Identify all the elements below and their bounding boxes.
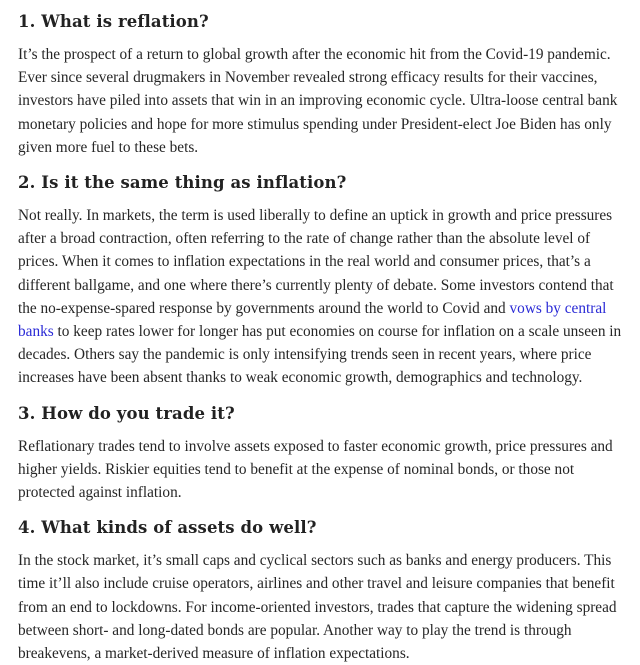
section-heading-same-as-inflation: 2. Is it the same thing as inflation? — [18, 173, 347, 193]
vows-by-central-banks-link[interactable]: vows by central banks — [18, 299, 607, 341]
section-paragraph-same-as-inflation — [18, 204, 624, 390]
section-heading-assets-do-well: 4. What kinds of assets do well? — [18, 518, 317, 538]
section-heading-what-is-reflation: 1. What is reflation? — [18, 12, 209, 31]
section-heading-how-to-trade: 3. How do you trade it? — [18, 403, 235, 423]
section-paragraph-how-to-trade: Reflationary trades tend to involve assets exposed to faster economic growth, price pressures and higher yields. Riskier equities tend to benefit at the expense of nominal bonds, or those not protected against inflation. — [18, 437, 613, 502]
section-paragraph-what-is-reflation: It’s the prospect of a return to global growth after the economic hit from the Covid-19 pandemic. Ever since several drugmakers in November revealed strong efficacy results for their vaccines, investors have piled into assets that win in an improving economic cycle. Ultra-loose central bank monetary policies and hope for more stimulus spending under President-elect Joe Biden has only given more fuel to these bets. — [18, 46, 618, 156]
paragraph-text-before-link: Not really. In markets, the term is used liberally to define an uptick in growth and price pressures after a broad contraction, often referring to the rate of change rather than the absolute level of prices. When it comes to inflation expectations in the real world and consumer prices, that’s a different ballgame, and one where there’s currently plenty of debate. Some investors contend that the no-expense-spared response by governments around the world to Covid and — [18, 207, 614, 317]
paragraph-text-after-link: to keep rates lower for longer has put economies on course for inflation on a scale unseen in decades. Others say the pandemic is only intensifying trends seen in recent years, where price increases have been absent thanks to weak economic growth, demographics and technology. — [18, 323, 622, 387]
section-paragraph-assets-do-well: In the stock market, it’s small caps and cyclical sectors such as banks and energy producers. This time it’ll also include cruise operators, airlines and other travel and leisure companies that benefit from an end to lockdowns. For income-oriented investors, trades that capture the widening spread between short- and long-dated bonds are popular. Another way to play the trend is through breakevens, a market-derived measure of inflation expectations. — [18, 552, 617, 663]
article-body — [18, 0, 624, 665]
